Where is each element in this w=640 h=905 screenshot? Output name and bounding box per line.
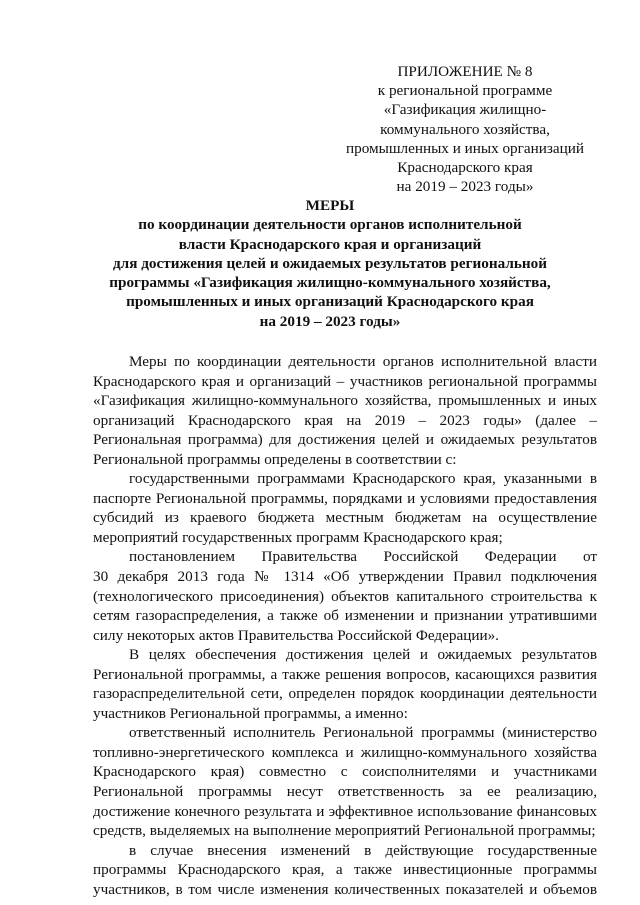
appendix-block xyxy=(340,62,590,196)
body-text-line: организаций Краснодарского края на 2019 – 2023 годы» (далее – xyxy=(93,411,597,429)
appendix-line: «Газификация жилищно- xyxy=(383,101,547,119)
body-text-line: (технологического присоединения) объектов капитального строительства к xyxy=(93,587,597,605)
body-text-line: В целях обеспечения достижения целей и ожидаемых результатов xyxy=(129,646,597,664)
heading-line: программы «Газификация жилищно-коммунального хозяйства, xyxy=(109,274,551,292)
body-text-line: Региональной программы несут ответственность за ее реализацию, xyxy=(93,783,597,801)
heading-line: для достижения целей и ожидаемых результатов региональной xyxy=(113,254,547,272)
body-text-line: постановлением Правительства Российской Федерации от xyxy=(129,548,597,566)
body-text-line: Меры по координации деятельности органов исполнительной власти xyxy=(129,353,597,370)
appendix-line: ПРИЛОЖЕНИЕ № 8 xyxy=(397,63,533,80)
body-text-line: Краснодарского края) совместно с соисполнителями и участниками xyxy=(93,763,597,781)
body-text-line: программы Краснодарского края, а также инвестиционные программы xyxy=(93,861,597,879)
body-text-line: паспорте Региональной программы, порядками и условиями предоставления xyxy=(93,489,597,507)
body-text-line: ответственный исполнитель Региональной программы (министерство xyxy=(129,724,597,742)
document-body xyxy=(93,352,597,899)
body-text-line: государственными программами Краснодарского края, указанными в xyxy=(129,470,597,488)
body-text-line: топливно-энергетического комплекса и жилищно-коммунального хозяйства xyxy=(93,743,597,761)
body-text-line: Региональная программа) для достижения целей и ожидаемых результатов xyxy=(93,431,597,449)
body-text-line: силу некоторых актов Правительства Российской Федерации». xyxy=(93,626,499,644)
body-text-line: газораспределительной сети, определен порядок координации деятельности xyxy=(93,685,597,703)
body-text-line: сетям газораспределения, а также об изменении и признании утратившими xyxy=(93,607,597,625)
body-text-line: достижение конечного результата и эффективное использование финансовых xyxy=(93,802,597,820)
appendix-line: Краснодарского края xyxy=(397,159,533,177)
heading-line: по координации деятельности органов исполнительной xyxy=(138,216,522,234)
body-text-line: Краснодарского края и организаций – участников региональной программы xyxy=(93,372,597,390)
heading-title: МЕРЫ xyxy=(305,197,355,214)
body-text-line: средств, выделяемых на выполнение мероприятий Региональной программы; xyxy=(93,822,596,840)
document-heading xyxy=(60,196,600,331)
body-text-line: участников Региональной программы, а именно: xyxy=(93,704,408,722)
appendix-line: промышленных и иных организаций xyxy=(345,139,585,157)
body-text-line: Региональной программы определены в соответствии с: xyxy=(93,450,457,468)
body-text-line: субсидий из краевого бюджета местным бюджетам на осуществление xyxy=(93,509,597,527)
body-text-line: в случае внесения изменений в действующие государственные xyxy=(129,841,597,859)
heading-line: на 2019 – 2023 годы» xyxy=(259,312,401,330)
appendix-line: на 2019 – 2023 годы» xyxy=(396,178,534,196)
heading-line: власти Краснодарского края и организаций xyxy=(178,235,482,253)
body-text-line: мероприятий государственных программ Краснодарского края; xyxy=(93,528,503,546)
body-text-line: «Газификация жилищно-коммунального хозяйства, промышленных и иных xyxy=(93,392,597,410)
body-text-line: участников, в том числе изменения количественных показателей и объемов xyxy=(93,880,597,898)
body-text-line: Региональной программы, а также решения вопросов, касающихся развития xyxy=(93,665,597,683)
appendix-line: коммунального хозяйства, xyxy=(380,120,550,138)
appendix-line: к региональной программе xyxy=(377,82,553,100)
body-text-line: 30 декабря 2013 года № 1314 «Об утверждении Правил подключения xyxy=(93,568,597,586)
heading-line: промышленных и иных организаций Краснодарского края xyxy=(126,293,534,311)
